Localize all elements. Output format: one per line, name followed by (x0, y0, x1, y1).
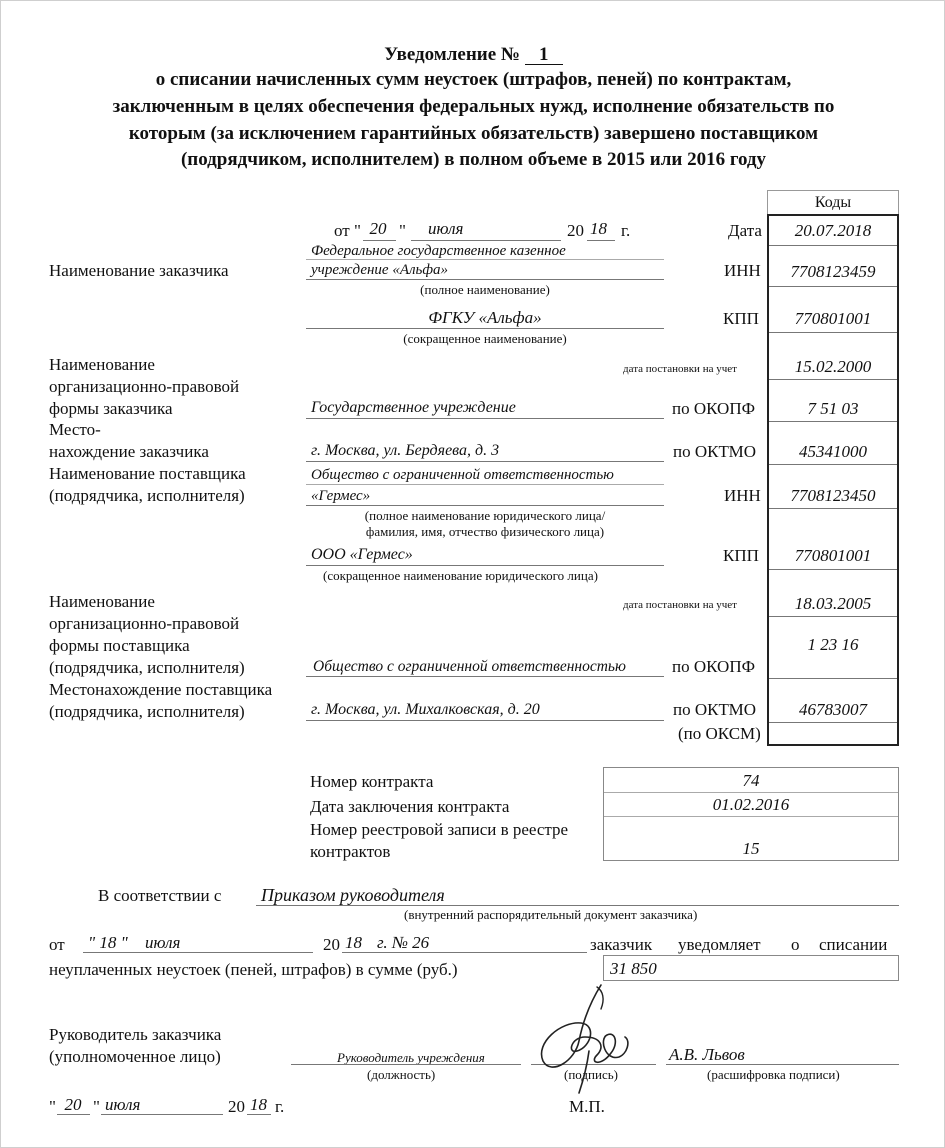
footer-date-day: 20 (64, 1095, 82, 1114)
footer-date-quote-close: " (93, 1097, 100, 1116)
codes-divider (769, 332, 897, 333)
supplier-opf-underline (306, 676, 664, 677)
footer-date-month: июля (105, 1095, 141, 1114)
label-customer-inn: ИНН (724, 261, 761, 280)
footer-date-quote-open: " (49, 1097, 56, 1116)
code-supplier-kpp: 770801001 (794, 546, 872, 565)
basis-year-suffix: 18 (345, 933, 362, 952)
footer-year-underline (247, 1114, 271, 1115)
codes-divider (769, 722, 897, 723)
title-prefix: Уведомление № (384, 44, 521, 65)
label-customer-okopf: по ОКОПФ (672, 399, 756, 418)
head-label-1: Руководитель заказчика (49, 1025, 222, 1044)
supplier-short-name-underline (306, 565, 664, 566)
codes-header: Коды (767, 190, 899, 214)
supplier-name-label-1: Наименование поставщика (49, 464, 246, 483)
code-customer-oktmo: 45341000 (799, 442, 867, 461)
code-customer-kpp: 770801001 (794, 309, 872, 328)
customer-full-name-underline-2 (306, 279, 664, 280)
supplier-opf-label-2: организационно-правовой (49, 614, 240, 633)
customer-short-name-caption: (сокращенное наименование) (403, 331, 567, 346)
label-supplier-inn: ИНН (724, 486, 761, 505)
code-customer-okopf: 7 51 03 (807, 399, 859, 418)
basis-number-underline (342, 952, 587, 953)
basis-document-caption: (внутренний распорядительный документ заказчика) (404, 907, 698, 922)
subtitle-line-2: заключенным в целях обеспечения федеральных нужд, исполнение обязательств по (112, 96, 835, 117)
customer-name-label: Наименование заказчика (49, 261, 229, 280)
date-year-prefix: 20 (567, 221, 584, 240)
position-caption: (должность) (367, 1067, 436, 1082)
basis-document-underline (256, 905, 899, 906)
signer-position: Руководитель учреждения (337, 1050, 485, 1065)
supplier-opf-label-3: формы поставщика (49, 636, 190, 655)
customer-full-name-caption: (полное наименование) (420, 282, 550, 297)
supplier-full-name-line-2: «Гермес» (311, 488, 371, 504)
label-supplier-reg-date: дата постановки на учет (623, 599, 737, 611)
customer-opf-label-3: формы заказчика (49, 399, 173, 418)
notify-word-1: заказчик (590, 935, 653, 954)
notify-word-2: уведомляет (678, 935, 761, 954)
date-year-underline (587, 240, 615, 241)
codes-divider (769, 464, 897, 465)
supplier-opf: Общество с ограниченной ответственностью (313, 658, 626, 675)
basis-document: Приказом руководителя (261, 885, 445, 905)
supplier-short-name: ООО «Гермес» (311, 546, 413, 563)
customer-opf-label-1: Наименование (49, 355, 155, 374)
customer-short-name: ФГКУ «Альфа» (428, 308, 542, 327)
stamp-place-label: М.П. (569, 1097, 605, 1116)
label-supplier-kpp: КПП (723, 546, 759, 565)
document-title (1, 44, 945, 66)
subtitle-line-4: (подрядчиком, исполнителем) в полном объеме в 2015 или 2016 году (180, 149, 767, 170)
footer-date-year-prefix: 20 (228, 1097, 245, 1116)
amount-value: 31 850 (610, 959, 657, 978)
supplier-location-underline (306, 720, 664, 721)
customer-opf-underline (306, 418, 664, 419)
contract-number: 74 (742, 771, 760, 790)
supplier-short-name-caption: (сокращенное наименование юридического лица) (323, 568, 598, 583)
contract-registry-label-1: Номер реестровой записи в реестре (310, 820, 569, 839)
code-date: 20.07.2018 (794, 221, 872, 240)
basis-year-prefix: 20 (323, 935, 340, 954)
customer-full-name-line-1: Федеральное государственное казенное (311, 243, 566, 259)
customer-opf-label-2: организационно-правовой (49, 377, 240, 396)
signature-caption: (подпись) (564, 1067, 618, 1082)
basis-order-number: г. № 26 (377, 933, 430, 952)
amount-box (603, 955, 899, 981)
customer-location-label-1: Место- (49, 420, 101, 439)
position-underline (291, 1064, 521, 1065)
codes-table (767, 214, 899, 746)
label-supplier-okopf: по ОКОПФ (672, 657, 756, 676)
codes-divider (769, 245, 897, 246)
notify-word-3: о (791, 935, 800, 954)
notice-number: 1 (525, 45, 563, 65)
date-year-suffix: 18 (590, 219, 607, 238)
date-g: г. (621, 221, 631, 240)
supplier-opf-label-1: Наименование (49, 592, 155, 611)
code-customer-inn: 7708123459 (790, 262, 876, 281)
signer-name-underline (666, 1064, 899, 1065)
basis-from-label: от (49, 935, 65, 954)
supplier-location-label-2: (подрядчика, исполнителя) (49, 702, 245, 721)
customer-short-name-underline (306, 328, 664, 329)
notify-word-4: списании (819, 935, 888, 954)
head-label-2: (уполномоченное лицо) (49, 1047, 221, 1066)
subtitle-line-3: которым (за исключением гарантийных обязательств) завершено поставщиком (128, 123, 819, 144)
basis-month: июля (145, 933, 181, 952)
codes-divider (769, 421, 897, 422)
footer-date-g: г. (275, 1097, 285, 1116)
codes-divider (769, 678, 897, 679)
codes-divider (769, 569, 897, 570)
codes-divider (769, 616, 897, 617)
signer-name-caption: (расшифровка подписи) (707, 1067, 840, 1082)
code-supplier-reg-date: 18.03.2005 (794, 594, 872, 613)
date-day: 20 (369, 219, 387, 238)
supplier-location: г. Москва, ул. Михалковская, д. 20 (311, 701, 540, 718)
customer-location: г. Москва, ул. Бердяева, д. 3 (311, 442, 500, 459)
contract-registry-label-2: контрактов (310, 842, 391, 861)
contract-box-divider (604, 816, 898, 817)
code-supplier-inn: 7708123450 (790, 486, 876, 505)
supplier-full-name-line-1: Общество с ограниченной ответственностью (311, 467, 614, 483)
label-customer-reg-date: дата постановки на учет (623, 363, 737, 375)
code-customer-reg-date: 15.02.2000 (794, 357, 872, 376)
customer-full-name-line-2: учреждение «Альфа» (311, 262, 449, 278)
supplier-full-name-underline-1 (306, 484, 664, 485)
contract-number-label: Номер контракта (310, 772, 434, 791)
codes-divider (769, 379, 897, 380)
date-quote: " (399, 221, 406, 240)
supplier-full-name-underline-2 (306, 505, 664, 506)
label-customer-kpp: КПП (723, 309, 759, 328)
supplier-opf-label-4: (подрядчика, исполнителя) (49, 658, 245, 677)
subtitle-line-1: о списании начисленных сумм неустоек (штрафов, пеней) по контрактам, (155, 69, 792, 90)
footer-day-underline (57, 1114, 90, 1115)
footer-date-year-suffix: 18 (250, 1095, 267, 1114)
basis-day: " 18 " (88, 933, 128, 952)
codes-divider (769, 286, 897, 287)
contract-date: 01.02.2016 (712, 795, 790, 814)
amount-label: неуплаченных неустоек (пеней, штрафов) в сумме (руб.) (49, 960, 458, 979)
code-supplier-oktmo: 46783007 (799, 700, 867, 719)
signer-name: А.В. Львов (669, 1045, 745, 1064)
handwritten-signature (531, 981, 641, 1096)
footer-month-underline (101, 1114, 223, 1115)
supplier-name-label-2: (подрядчика, исполнителя) (49, 486, 245, 505)
label-date: Дата (728, 221, 762, 240)
date-from-label: от " (334, 221, 361, 240)
supplier-full-name-caption-2: фамилия, имя, отчество физического лица) (365, 524, 605, 539)
contract-date-label: Дата заключения контракта (310, 797, 510, 816)
basis-date-underline (83, 952, 313, 953)
date-month: июля (428, 219, 464, 238)
label-customer-oktmo: по ОКТМО (673, 442, 757, 461)
according-label: В соответствии с (98, 886, 222, 905)
supplier-full-name-caption-1: (полное наименование юридического лица/ (364, 508, 606, 523)
customer-location-label-2: нахождение заказчика (49, 442, 209, 461)
customer-location-underline (306, 461, 664, 462)
contract-box-divider (604, 792, 898, 793)
supplier-location-label-1: Местонахождение поставщика (49, 680, 273, 699)
label-supplier-oktmo: по ОКТМО (673, 700, 757, 719)
contract-registry: 15 (742, 839, 760, 858)
label-oksm: (по ОКСМ) (678, 724, 761, 743)
customer-opf: Государственное учреждение (311, 399, 516, 416)
codes-divider (769, 508, 897, 509)
code-supplier-okopf: 1 23 16 (807, 635, 859, 654)
contract-values-box (603, 767, 899, 861)
